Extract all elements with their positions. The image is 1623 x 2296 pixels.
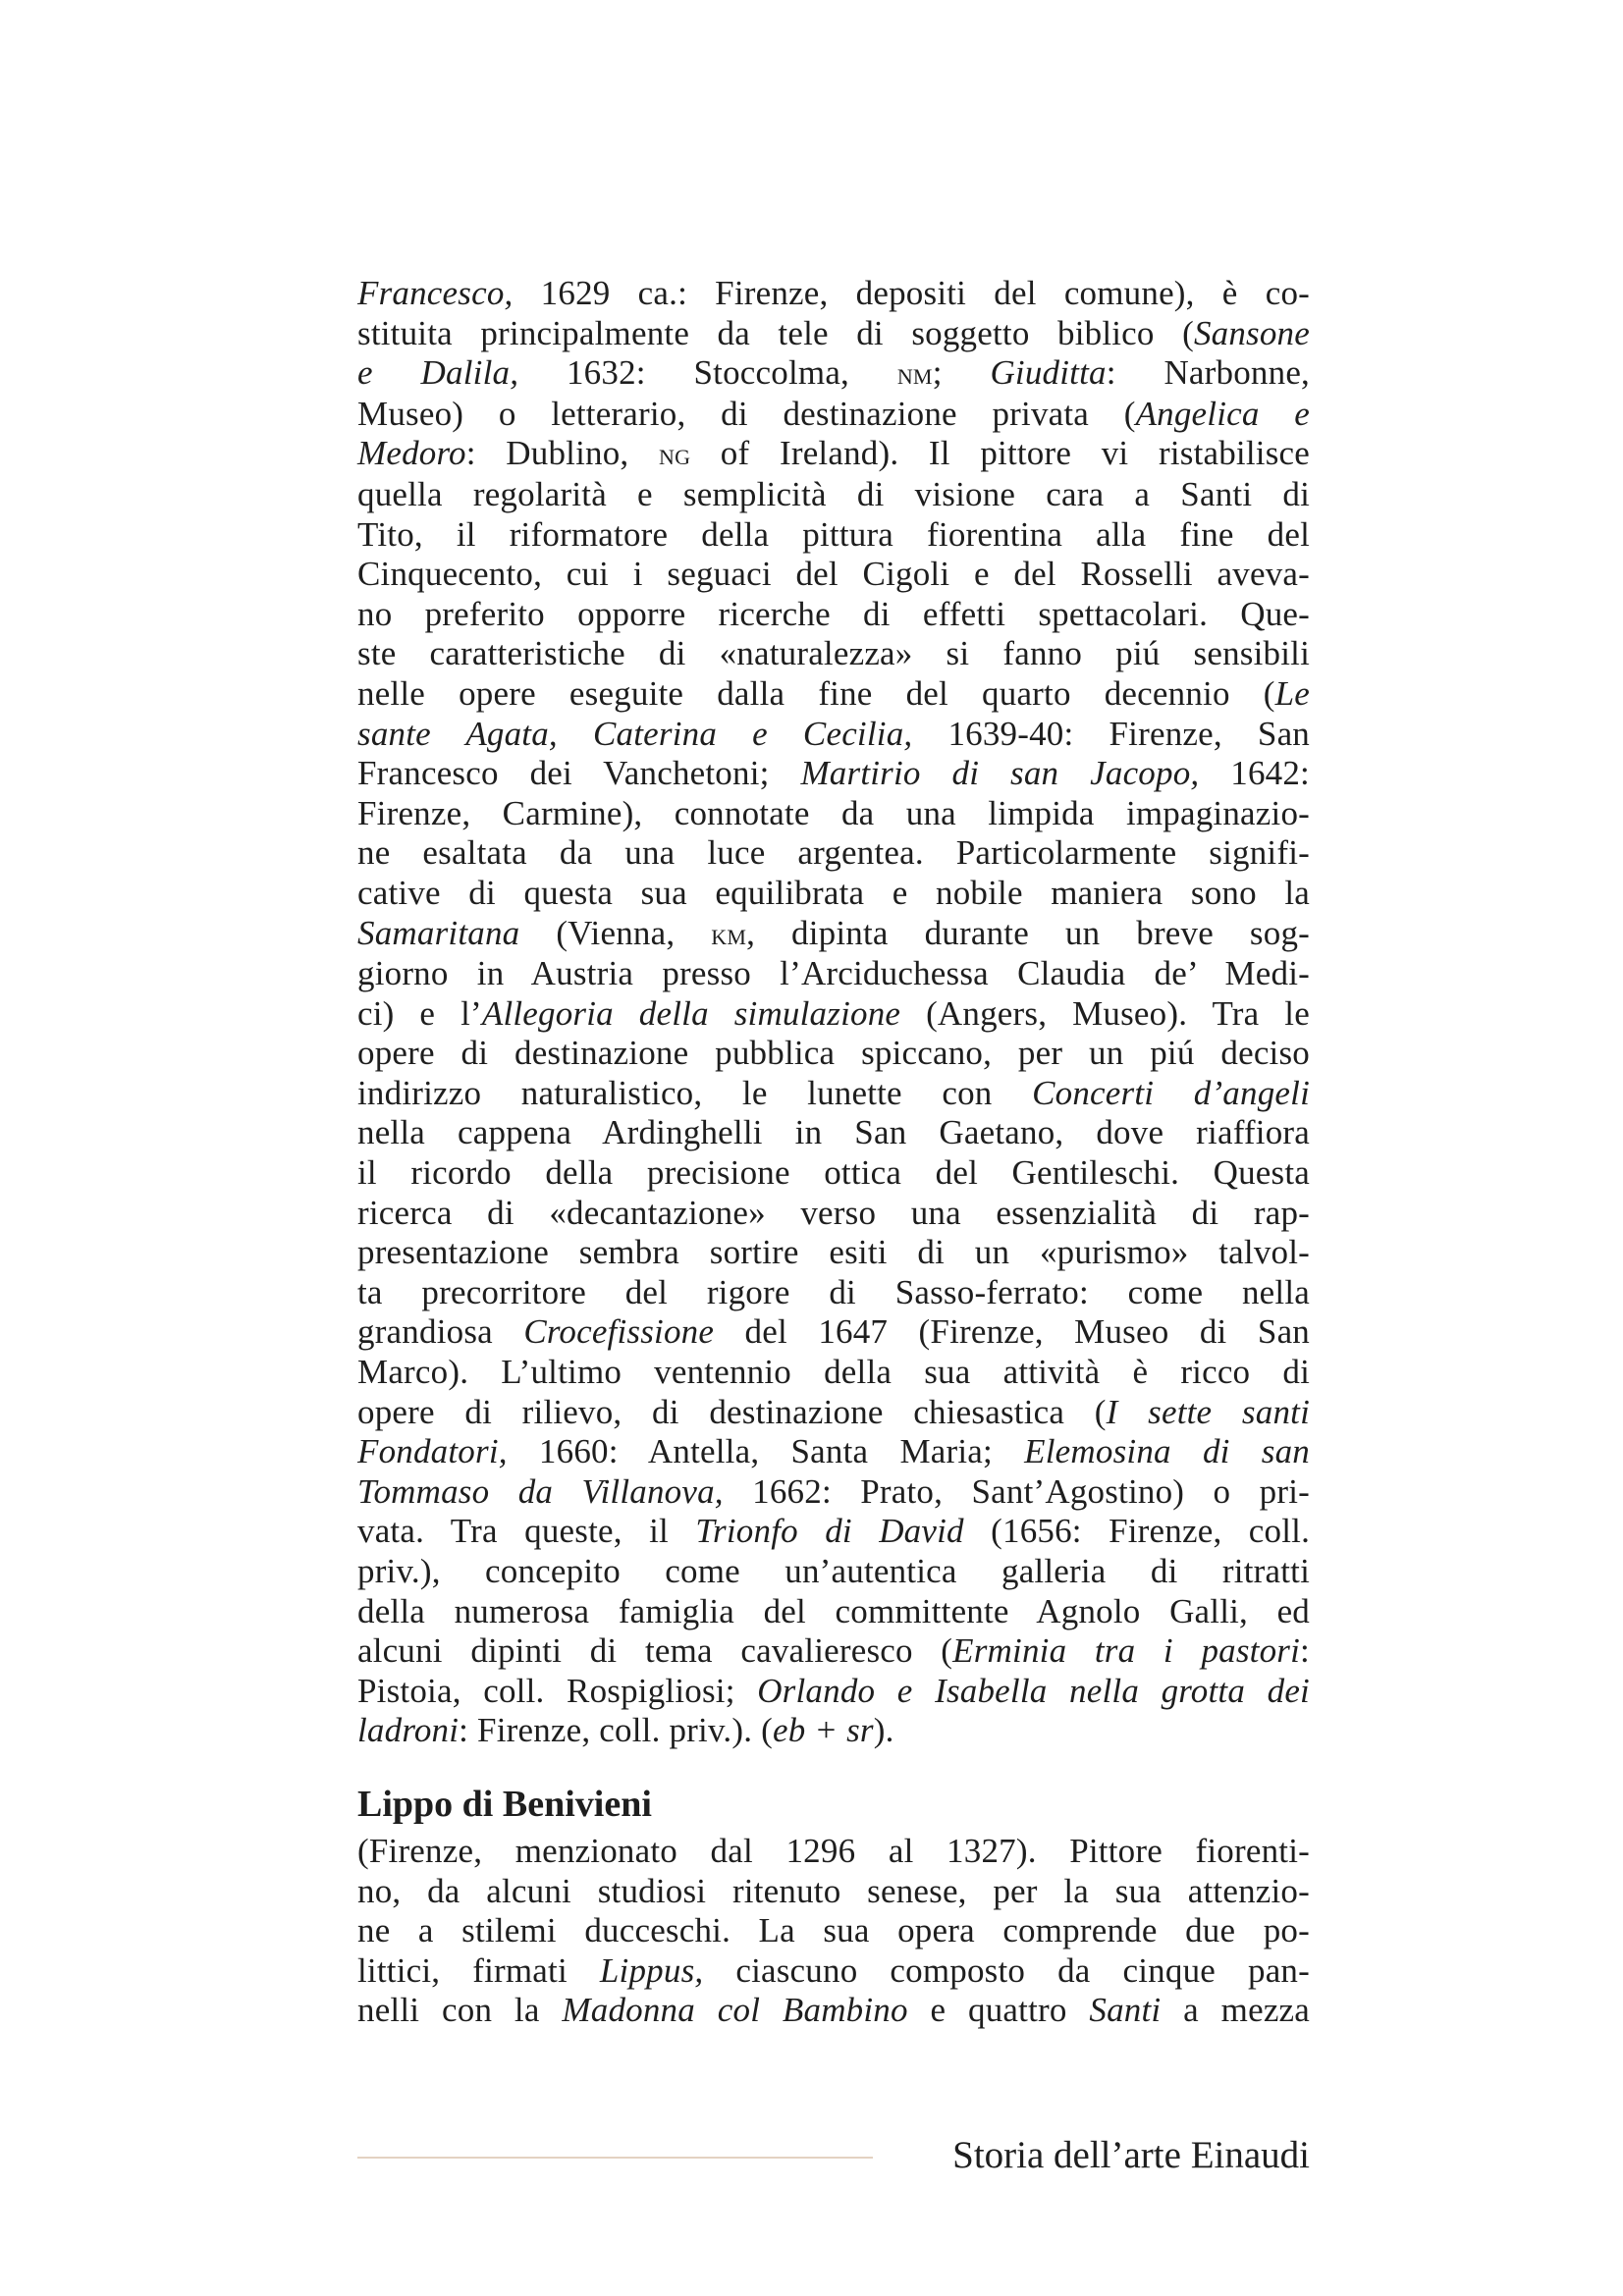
text-line bbox=[357, 1074, 1310, 1114]
text-line bbox=[357, 634, 1310, 674]
text-run: priv.), concepito come un’autentica galleria di ritratti bbox=[357, 1552, 1310, 1590]
text-run: stituita principalmente da tele di soggetto biblico ( bbox=[357, 313, 1194, 352]
text-line bbox=[357, 674, 1310, 715]
text-run: 1629 ca.: Firenze, depositi del comune), è co- bbox=[540, 274, 1311, 312]
text-run: : Narbonne, bbox=[1106, 353, 1311, 393]
text-line bbox=[357, 395, 1310, 435]
text-line bbox=[357, 954, 1310, 994]
text-run: , dipinta durante un breve sog- bbox=[746, 913, 1310, 952]
text-line bbox=[357, 1672, 1310, 1712]
text-run: a mezza bbox=[1161, 1991, 1311, 2030]
text-line bbox=[357, 833, 1310, 874]
text-line bbox=[357, 555, 1310, 595]
text-run: Francesco dei Vanchetoni; bbox=[357, 754, 801, 793]
text-line bbox=[357, 994, 1310, 1035]
italic-text-run: sante Agata, Caterina e Cecilia, bbox=[357, 714, 948, 753]
text-line bbox=[357, 1991, 1310, 2031]
text-line bbox=[357, 1592, 1310, 1632]
italic-text-run: Tommaso da Villanova, bbox=[357, 1471, 753, 1511]
text-line bbox=[357, 1711, 1310, 1751]
text-line bbox=[357, 1432, 1310, 1472]
text-line bbox=[357, 1472, 1310, 1513]
text-line bbox=[357, 1512, 1310, 1552]
text-run: ). bbox=[873, 1711, 894, 1750]
text-line bbox=[357, 754, 1310, 794]
text-line bbox=[357, 353, 1310, 395]
text-run: Museo) o letterario, di destinazione privata ( bbox=[357, 394, 1136, 433]
text-run: 1662: Prato, Sant’Agostino) o pri- bbox=[752, 1471, 1310, 1511]
text-run: presentazione sembra sortire esiti di un «purismo» talvol- bbox=[357, 1233, 1310, 1272]
text-run: (Angers, Museo). Tra le bbox=[900, 993, 1310, 1033]
text-line bbox=[357, 1832, 1310, 1872]
text-line bbox=[357, 874, 1310, 914]
text-run: e quattro bbox=[907, 1991, 1090, 2030]
text-run: 1632: Stoccolma, bbox=[566, 353, 897, 393]
text-run: vata. Tra queste, il bbox=[357, 1512, 696, 1551]
italic-text-run: Orlando e Isabella nella grotta dei bbox=[757, 1671, 1310, 1710]
text-line bbox=[357, 1951, 1310, 1992]
entry-body-text bbox=[357, 1832, 1310, 2031]
italic-text-run: Concerti d’angeli bbox=[1032, 1073, 1310, 1112]
text-run: ci) e l’ bbox=[357, 993, 482, 1033]
text-run: opere di destinazione pubblica spiccano, per un piú deciso bbox=[357, 1034, 1310, 1073]
text-run: Cinquecento, cui i seguaci del Cigoli e del Rosselli aveva- bbox=[357, 555, 1310, 594]
text-run: nelli con la bbox=[357, 1991, 563, 2030]
italic-text-run: Erminia tra i pastori bbox=[952, 1631, 1301, 1671]
text-run: cative di questa sua equilibrata e nobile maniera sono la bbox=[357, 873, 1310, 912]
text-run: ; bbox=[932, 353, 991, 393]
text-line bbox=[357, 715, 1310, 755]
italic-text-run: Medoro bbox=[357, 434, 466, 473]
footer-publisher: Storia dell’arte Einaudi bbox=[952, 2134, 1310, 2176]
text-run: ta precorritore del rigore di Sasso-ferrato: come nella bbox=[357, 1272, 1310, 1311]
italic-text-run: Santi bbox=[1089, 1991, 1162, 2030]
text-run: ne a stilemi ducceschi. La sua opera comprende due po- bbox=[357, 1911, 1310, 1950]
italic-text-run: Giuditta bbox=[990, 353, 1107, 393]
text-run: 1642: bbox=[1230, 754, 1310, 793]
italic-text-run: Elemosina di san bbox=[1024, 1432, 1310, 1471]
italic-text-run: Sansone bbox=[1193, 313, 1310, 352]
abbreviation-run: km bbox=[711, 916, 747, 951]
text-line bbox=[357, 314, 1310, 354]
text-run: alcuni dipinti di tema cavalieresco ( bbox=[357, 1631, 953, 1671]
text-run: 1639-40: Firenze, San bbox=[947, 714, 1310, 753]
text-run: Firenze, Carmine), connotate da una limpida impaginazio- bbox=[357, 793, 1310, 832]
text-run: Pistoia, coll. Rospigliosi; bbox=[357, 1671, 758, 1710]
italic-text-run: Allegoria della simulazione bbox=[481, 993, 901, 1033]
text-run: littici, firmati bbox=[357, 1950, 600, 1990]
text-line bbox=[357, 1872, 1310, 1912]
italic-text-run: I sette santi bbox=[1106, 1392, 1311, 1431]
text-line bbox=[357, 1233, 1310, 1273]
italic-text-run: Samaritana bbox=[357, 913, 520, 952]
italic-text-run: eb + sr bbox=[772, 1711, 874, 1750]
entry-heading: Lippo di Benivieni bbox=[357, 1784, 652, 1825]
text-line bbox=[357, 1393, 1310, 1433]
text-run: (Vienna, bbox=[519, 913, 712, 952]
italic-text-run: Francesco, bbox=[357, 274, 541, 312]
text-run: ne esaltata da una luce argentea. Particolarmente signifi- bbox=[357, 833, 1310, 873]
text-line bbox=[357, 1353, 1310, 1393]
text-run: : bbox=[1300, 1631, 1310, 1671]
text-run: (1656: Firenze, coll. bbox=[963, 1512, 1311, 1551]
text-run: nella cappena Ardinghelli in San Gaetano, dove riaffiora bbox=[357, 1113, 1310, 1152]
text-run: no preferito opporre ricerche di effetti spettacolari. Que- bbox=[357, 594, 1310, 633]
text-run: grandiosa bbox=[357, 1312, 524, 1352]
italic-text-run: Martirio di san Jacopo, bbox=[800, 754, 1231, 793]
text-run: of Ireland). Il pittore vi ristabilisce bbox=[690, 434, 1310, 473]
text-line bbox=[357, 595, 1310, 635]
text-line bbox=[357, 1631, 1310, 1672]
entry-continuation-text bbox=[357, 274, 1310, 1751]
text-run: ricerca di «decantazione» verso una essenzialità di rap- bbox=[357, 1193, 1310, 1232]
text-run: ste caratteristiche di «naturalezza» si fanno piú sensibili bbox=[357, 634, 1310, 673]
text-run: (Firenze, menzionato dal 1296 al 1327). Pittore fiorenti- bbox=[357, 1832, 1310, 1870]
text-run: Tito, il riformatore della pittura fiorentina alla fine del bbox=[357, 514, 1310, 554]
text-line bbox=[357, 434, 1310, 475]
text-run: no, da alcuni studiosi ritenuto senese, per la sua attenzio- bbox=[357, 1871, 1310, 1910]
italic-text-run: ladroni bbox=[357, 1711, 460, 1750]
text-run: opere di rilievo, di destinazione chiesastica ( bbox=[357, 1392, 1107, 1431]
text-line bbox=[357, 1273, 1310, 1313]
text-run: giorno in Austria presso l’Arciduchessa Claudia de’ Medi- bbox=[357, 954, 1310, 993]
text-line bbox=[357, 274, 1310, 314]
text-run: il ricordo della precisione ottica del Gentileschi. Questa bbox=[357, 1153, 1310, 1193]
text-line bbox=[357, 1911, 1310, 1951]
italic-text-run: Trionfo di David bbox=[695, 1512, 964, 1551]
text-run: quella regolarità e semplicità di visione cara a Santi di bbox=[357, 474, 1310, 513]
text-run: Marco). L’ultimo ventennio della sua attività è ricco di bbox=[357, 1353, 1310, 1392]
italic-text-run: Le bbox=[1274, 673, 1310, 713]
text-run: della numerosa famiglia del committente Agnolo Galli, ed bbox=[357, 1591, 1310, 1630]
italic-text-run: Crocefissione bbox=[523, 1312, 715, 1352]
text-run: indirizzo naturalistico, le lunette con bbox=[357, 1073, 1033, 1112]
text-run: : Firenze, coll. priv.). ( bbox=[459, 1711, 773, 1750]
text-line bbox=[357, 1194, 1310, 1234]
text-line bbox=[357, 1312, 1310, 1353]
italic-text-run: Madonna col Bambino bbox=[562, 1991, 908, 2030]
italic-text-run: Fondatori, bbox=[357, 1432, 539, 1471]
abbreviation-run: ng bbox=[658, 437, 691, 472]
text-line bbox=[357, 794, 1310, 834]
text-line bbox=[357, 1153, 1310, 1194]
italic-text-run: e Dalila, bbox=[357, 353, 567, 393]
footer-rule bbox=[357, 2157, 873, 2159]
text-run: del 1647 (Firenze, Museo di San bbox=[714, 1312, 1311, 1352]
italic-text-run: Lippus, bbox=[599, 1950, 736, 1990]
text-line bbox=[357, 1113, 1310, 1153]
text-line bbox=[357, 515, 1310, 556]
text-line bbox=[357, 1034, 1310, 1074]
text-line bbox=[357, 475, 1310, 515]
text-run: 1660: Antella, Santa Maria; bbox=[538, 1432, 1025, 1471]
text-run: nelle opere eseguite dalla fine del quarto decennio ( bbox=[357, 673, 1275, 713]
text-run: : Dublino, bbox=[465, 434, 659, 473]
text-line bbox=[357, 1552, 1310, 1592]
text-line bbox=[357, 914, 1310, 955]
abbreviation-run: nm bbox=[896, 356, 933, 392]
text-run: ciascuno composto da cinque pan- bbox=[735, 1950, 1310, 1990]
italic-text-run: Angelica e bbox=[1135, 394, 1310, 433]
